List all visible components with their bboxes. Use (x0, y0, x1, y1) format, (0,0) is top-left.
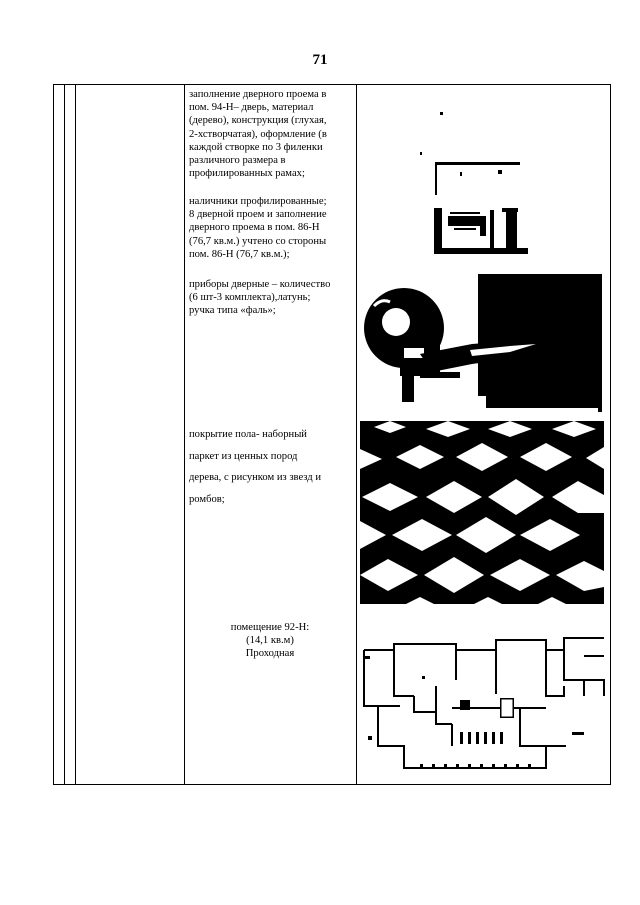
room-heading (186, 621, 354, 661)
door-description (189, 88, 351, 180)
text-line: приборы дверные – количество (189, 279, 331, 290)
room-type: Проходная (245, 648, 295, 660)
floor-plan-photo (360, 636, 606, 776)
room-name: помещение 92-Н: (230, 622, 310, 633)
text-line: заполнение дверного проема в (189, 89, 327, 100)
text-line: (дерево), конструкция (глухая, (189, 115, 327, 127)
text-line: пом. 86-Н (76,7 кв.м.); (189, 248, 290, 260)
text-line: профилированных рамах; (189, 168, 305, 180)
parquet-floor-photo (360, 421, 604, 604)
text-line: дерева, с рисунком из звезд и (189, 472, 322, 483)
text-line: паркет из ценных пород (189, 450, 298, 462)
room-area: (14,1 кв.м) (246, 635, 294, 647)
page-number: 71 (312, 52, 328, 68)
text-line: (76,7 кв.м.) учтено со стороны (189, 235, 327, 247)
text-line: наличники профилированные; (189, 196, 327, 207)
text-line: дверного проема в пом. 86-Н (189, 222, 320, 234)
text-line: 2-хстворчатая), оформление (в (189, 128, 327, 140)
text-line: пом. 94-Н– дверь, материал (189, 102, 314, 114)
text-line: (6 шт-3 комплекта),латунь; (189, 292, 311, 304)
text-line: различного размера в (189, 155, 286, 167)
text-line: каждой створке по 3 филенки (189, 141, 323, 153)
text-line: ручка типа «фаль»; (189, 305, 276, 317)
text-line: покрытие пола- наборный (189, 429, 307, 440)
casings-description (189, 195, 351, 261)
floor-description (189, 424, 351, 510)
column-divider-1 (64, 84, 65, 785)
text-line: ромбов; (189, 493, 225, 505)
column-divider-2 (75, 84, 76, 785)
hardware-description (189, 278, 351, 318)
column-divider-4 (356, 84, 357, 785)
column-divider-3 (184, 84, 185, 785)
door-hardware-photo (360, 272, 604, 412)
door-photo (420, 112, 530, 256)
text-line: 8 дверной проем и заполнение (189, 209, 327, 221)
